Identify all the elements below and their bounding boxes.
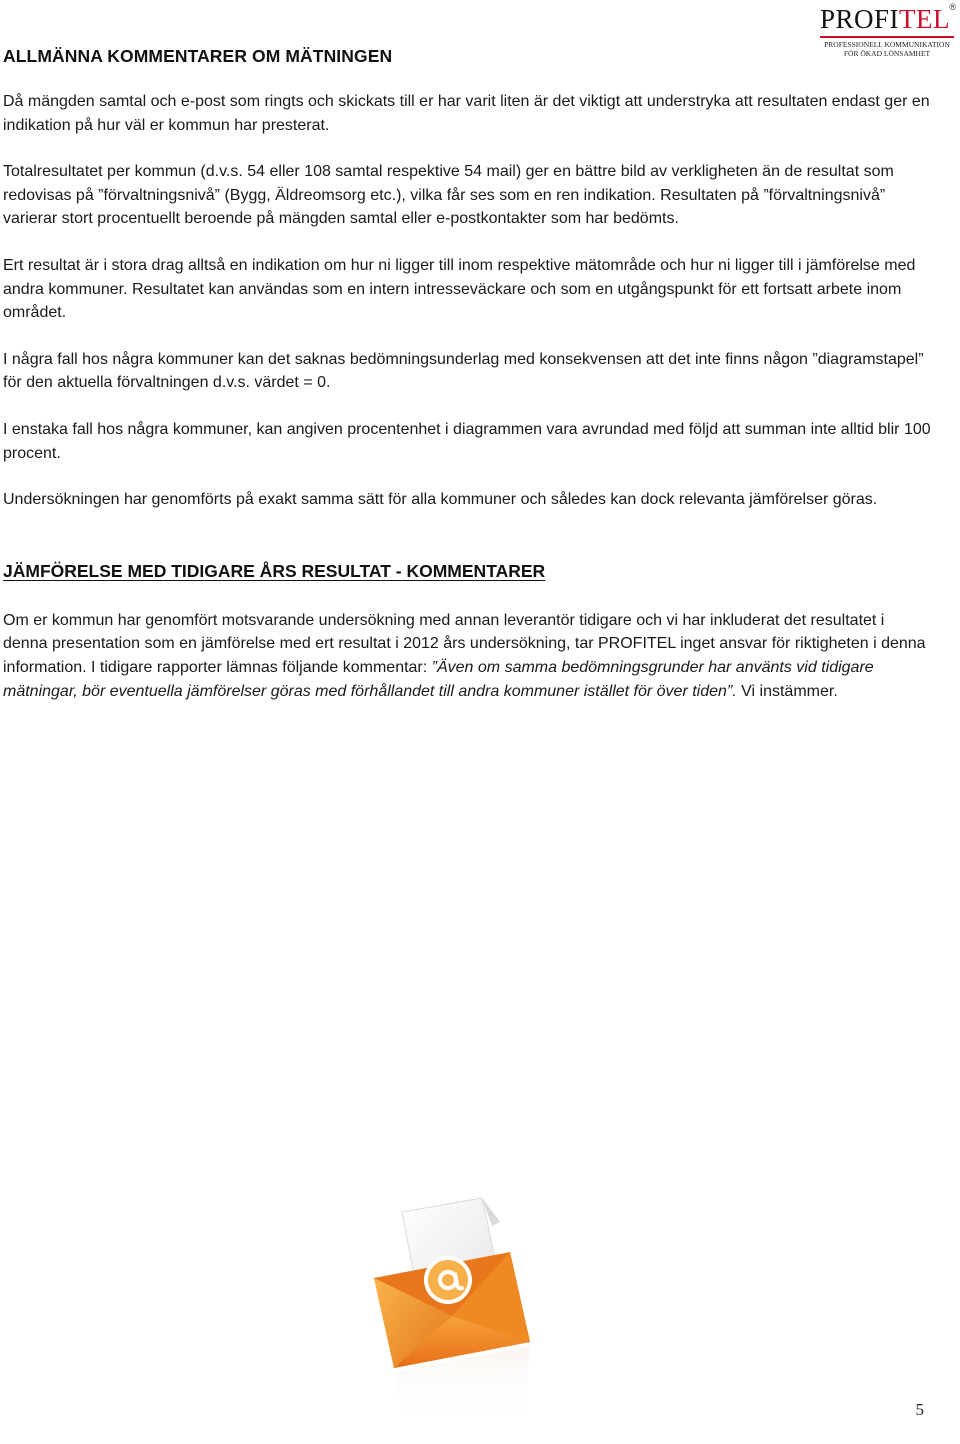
previous-results-agree: Vi instämmer. [736,682,838,700]
previous-results-quote: ”Även om samma bedömningsgrunder har använts vid tidigare mätningar, bör eventuella jämförelser göras med förhållandet till andra kommuner istället för över tiden”. [3,658,874,700]
paragraph-missing-basis: I några fall hos några kommuner kan det saknas bedömningsunderlag med konsekvensen att det inte finns någon ”diagramstapel” för den aktuella förvaltningen d.v.s. värdet = 0. [3,350,924,392]
paragraph-comparability: Undersökningen har genomförts på exakt samma sätt för alla kommuner och således kan dock relevanta jämförelser göras. [3,491,878,509]
logo-tagline-line2: FÖR ÖKAD LÖNSAMHET [843,49,931,58]
section-heading-comparison: JÄMFÖRELSE MED TIDIGARE ÅRS RESULTAT - KOMMENTARER [3,560,546,581]
paragraph-indication: Då mängden samtal och e-post som ringts och skickats till er har varit liten är det viktigt att understryka att resultaten endast ger en indikation på hur väl er kommun har presterat. [3,93,930,134]
document-body [3,44,933,726]
logo-wordmark [820,4,950,34]
paragraph-result-indication: Ert resultat är i stora drag alltså en indikation om hur ni ligger till inom respektive mätområde och hur ni ligger till i jämförelse med andra kommuner. Resultatet kan användas som en intern intresseväckare och som en utgångspunkt för ett fortsatt arbete inom området. [3,256,916,322]
paragraph-previous-results [3,609,933,703]
section-heading-general: ALLMÄNNA KOMMENTARER OM MÄTNINGEN [3,46,393,66]
previous-results-text: Om er kommun har genomfört motsvarande undersökning med annan leverantör tidigare och vi har inkluderat det resultatet i denna presentation som en jämförelse med ert resultat i 2012 års undersökning, tar PROFITEL inget ansvar för riktigheten i denna information. I tidigare rapporter lämnas följande kommentar: [3,611,926,676]
page-number: 5 [915,1400,924,1419]
logo-brand-start: PROFI [820,4,900,34]
email-envelope-icon [360,1192,540,1432]
paragraph-total-result: Totalresultatet per kommun (d.v.s. 54 eller 108 samtal respektive 54 mail) ger en bättre bild av verkligheten än de resultat som redovisas på ”förvaltningsnivå” (Bygg, Äldreomsorg etc.), vilka får ses som en ren indikation. Resultaten på ”förvaltningsnivå” varierar stort procentuellt beroende på mängden samtal eller e-postkontakter som har bedömts. [3,163,894,228]
paragraph-rounding: I enstaka fall hos några kommuner, kan angiven procentenhet i diagrammen vara avrundad med följd att summan inte alltid blir 100 procent. [3,420,931,462]
logo-tagline-line1: PROFESSIONELL KOMMUNIKATION [824,40,950,49]
logo-brand-end: TEL [899,4,951,34]
section-spacer [3,535,933,559]
registered-mark: ® [949,2,956,12]
logo-underline [820,36,954,38]
